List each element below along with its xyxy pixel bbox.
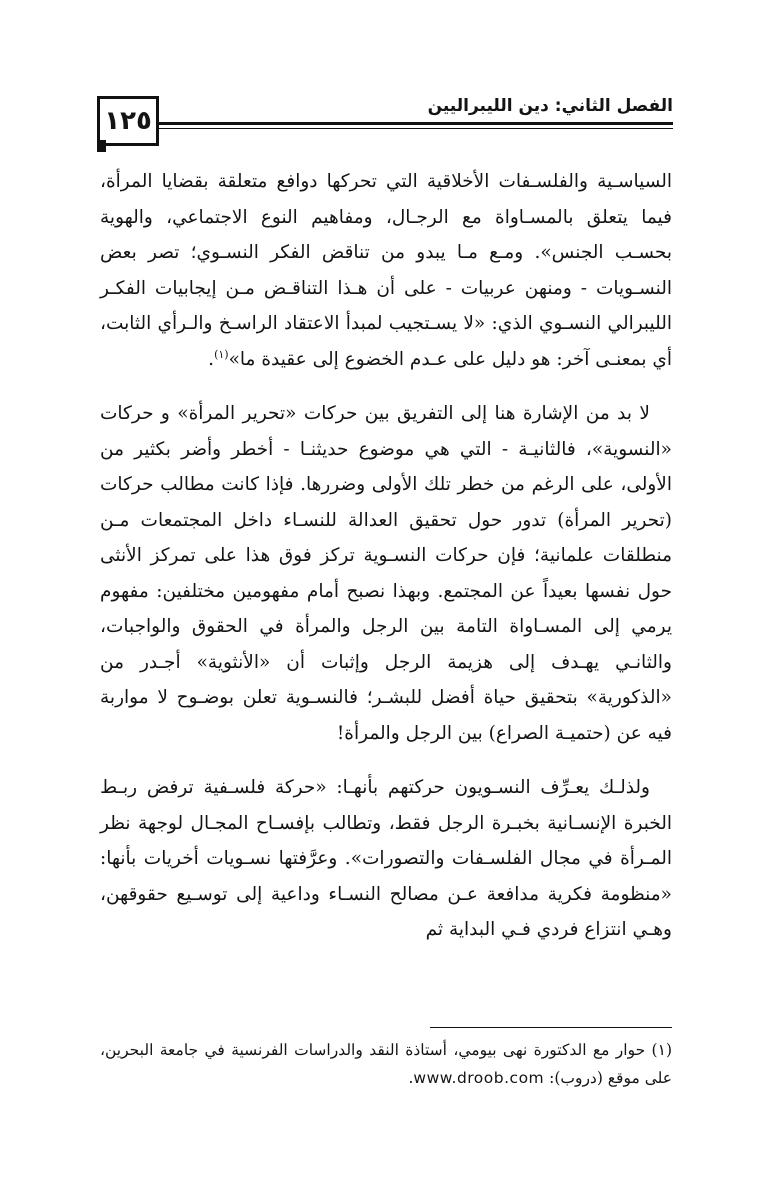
paragraph-1: السياسـية والفلسـفات الأخلاقية التي تحركها دوافع متعلقة بقضايا المرأة، فيما يتعلق بالمسـاواة مع الرجـال، ومفاهيم النوع الاجتماعي، والهوية بحسـب الجنس». ومـع مـا يبدو من تناقض الفكر النسـوي؛ تصر بعض النسـويات - ومنهن عربيات - على أن هـذا التناقـض مـن إيجابيات الفكـر الليبرالي النسـوي الذي: «لا يسـتجيب لمبدأ الاعتقاد الراسـخ والـرأي الثابت، أي بمعنـى آخر: هو دليل على عـدم الخضوع إلى عقيدة ما»$^{(١)}$.	[100, 171, 672, 370]
page-number: ١٢٥	[104, 106, 152, 136]
footnote-url: www.droob.com	[413, 1069, 545, 1087]
footnote-reference: (١)	[214, 347, 229, 361]
page-header	[97, 88, 673, 158]
paragraph-3	[100, 770, 672, 948]
paragraph-2-text: لا بد من الإشارة هنا إلى التفريق بين حركات «تحرير المرأة» و حركات «النسوية»، فالثانيـة - التي هي موضوع حديثنـا - أخطر وأضر بكثير من الأولى، على الرغم من خطر تلك الأولى وضررها. فإذا كانت مطالب حركات (تحرير المرأة) تدور حول تحقيق العدالة للنسـاء داخل المجتمعات مـن منطلقات علمانية؛ فإن حركات النسـوية تركز فوق هذا على تمركز الأنثى حول نفسها بعيداً عن المجتمع. وبهذا نصبح أمام مفهومين مختلفين: مفهوم يرمي إلى المسـاواة التامة بين الرجل والمرأة في الحقوق والواجبات، والثانـي يهـدف إلى هزيمة الرجل وإثبات أن «الأنثوية» أجـدر من «الذكورية» بتحقيق حياة أفضل للبشـر؛ فالنسـوية تعلن بوضـوح لا مواربة فيه عن (حتميـة الصراع) بين الرجل والمرأة!	[100, 403, 672, 744]
body-text	[100, 164, 672, 948]
footnotes	[100, 1036, 672, 1092]
footnote-marker: (١)	[651, 1041, 672, 1059]
chapter-title: الفصل الثاني: دين الليبراليين	[427, 96, 673, 116]
footnote-text: حوار مع الدكتورة نهى بيومي، أستاذة النقد والدراسات الفرنسية في جامعة البحرين، على موقع (دروب):	[100, 1041, 672, 1087]
paragraph-2	[100, 396, 672, 751]
paragraph-1-text: السياسـية والفلسـفات الأخلاقية التي تحركها دوافع متعلقة بقضايا المرأة، فيما يتعلق بالمسـاواة مع الرجـال، ومفاهيم النوع الاجتماعي، والهوية بحسـب الجنس». ومـع مـا يبدو من تناقض الفكر النسـوي؛ تصر بعض النسـويات - ومنهن عربيات - على أن هـذا التناقـض مـن إيجابيات الفكـر الليبرالي النسـوي الذي: «لا يسـتجيب لمبدأ الاعتقاد الراسـخ والـرأي الثابت، أي بمعنـى آخر: هو دليل على عـدم الخضوع إلى عقيدة ما»	[100, 171, 672, 370]
header-rule-thin	[159, 128, 673, 129]
header-rule-thick	[159, 122, 673, 125]
footnote-separator	[430, 1027, 672, 1028]
footnote-1: (١) حوار مع الدكتورة نهى بيومي، أستاذة النقد والدراسات الفرنسية في جامعة البحرين، على موقع (دروب): www.droob.com.	[100, 1041, 672, 1087]
paragraph-3-text: ولذلـك يعـرِّف النسـويون حركتهم بأنهـا: «حركة فلسـفية ترفض ربـط الخبرة الإنسـانية بخبـرة الرجل فقط، وتطالب بإفسـاح المجـال لوجهة نظر المـرأة في مجال الفلسـفات والتصورات». وعرَّفتها نسـويات أخريات بأنها: «منظومة فكرية مدافعة عـن مصالح النسـاء وداعية إلى توسـيع حقوقهن، وهـي انتزاع فردي فـي البداية ثم	[100, 777, 672, 940]
page-number-box	[97, 96, 159, 146]
